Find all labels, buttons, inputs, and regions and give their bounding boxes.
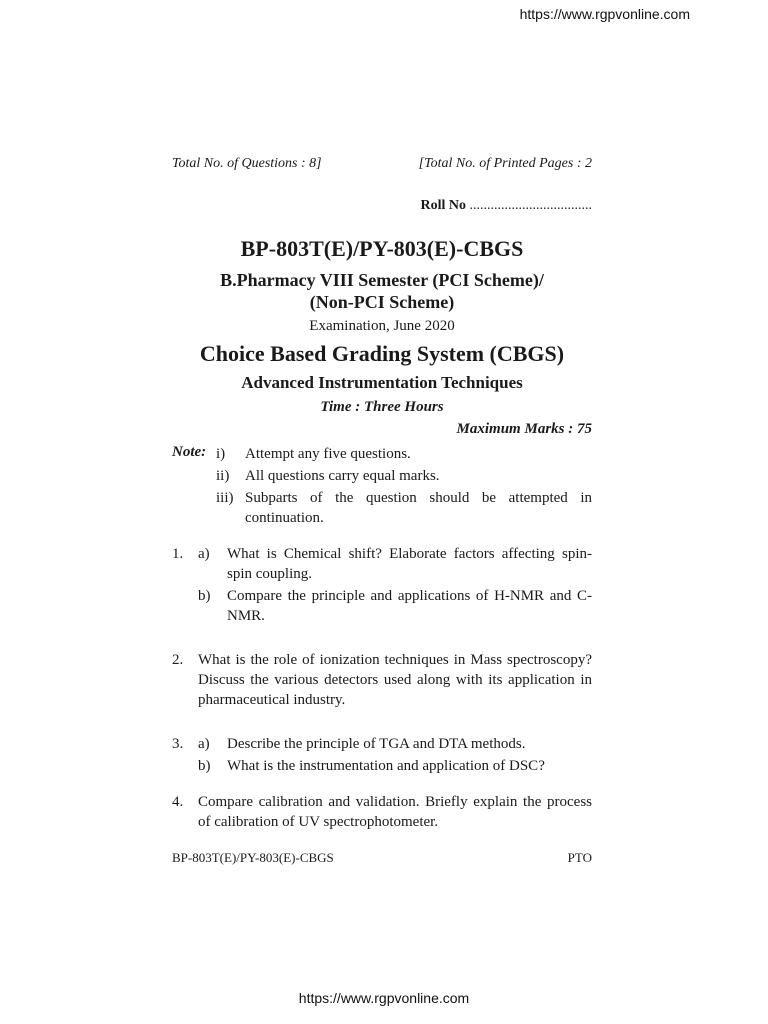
time-allowed: Time : Three Hours <box>320 399 444 415</box>
note-item-number: iii) <box>216 490 234 506</box>
question-number: 2. <box>172 652 184 668</box>
question-text: Compare the principle and applications of H-NMR and C-NMR. <box>227 588 592 624</box>
question-text: Describe the principle of TGA and DTA methods. <box>227 736 526 752</box>
page-footer <box>172 850 592 866</box>
paper-code: BP-803T(E)/PY-803(E)-CBGS <box>240 236 524 261</box>
subpart-label: b) <box>198 588 211 604</box>
note-item-text: All questions carry equal marks. <box>245 468 440 484</box>
question-number: 1. <box>172 546 184 562</box>
note-item-text: Attempt any five questions. <box>245 446 411 462</box>
question-number: 3. <box>172 736 184 752</box>
note-item-text: Subparts of the question should be attempted in continuation. <box>245 490 592 526</box>
subpart-label: a) <box>198 736 210 752</box>
subject-title: Advanced Instrumentation Techniques <box>241 373 523 392</box>
note-item-number: i) <box>216 446 226 462</box>
roll-number-line <box>172 198 592 214</box>
roll-label: Roll No <box>420 198 466 213</box>
program-line-1: B.Pharmacy VIII Semester (PCI Scheme)/ <box>220 270 544 290</box>
question-text: Compare calibration and validation. Briefly explain the process of calibration of UV spectrophotometer. <box>198 794 592 830</box>
footer-code: BP-803T(E)/PY-803(E)-CBGS <box>172 850 334 865</box>
total-pages: [Total No. of Printed Pages : 2 <box>418 156 592 171</box>
footer-pto: PTO <box>567 850 592 865</box>
subpart-label: b) <box>198 758 211 774</box>
subpart-label: a) <box>198 546 210 562</box>
total-questions: Total No. of Questions : 8] <box>172 156 322 171</box>
exam-session: Examination, June 2020 <box>309 318 455 334</box>
question-number: 4. <box>172 794 184 810</box>
question-text: What is Chemical shift? Elaborate factors affecting spin-spin coupling. <box>227 546 592 582</box>
program-line-2: (Non-PCI Scheme) <box>309 292 455 312</box>
paper-meta <box>172 156 592 172</box>
header-url[interactable]: https://www.rgpvonline.com <box>519 6 690 22</box>
maximum-marks: Maximum Marks : 75 <box>456 421 592 437</box>
note-item-number: ii) <box>216 468 230 484</box>
question-text: What is the instrumentation and application of DSC? <box>227 758 545 774</box>
roll-dots: ................................... <box>466 198 592 213</box>
note-label: Note: <box>172 444 207 460</box>
footer-url[interactable]: https://www.rgpvonline.com <box>298 990 470 1006</box>
question-text: What is the role of ionization techniques in Mass spectroscopy? Discuss the various detectors used along with its application in pharmaceutical industry. <box>198 652 592 708</box>
grading-system: Choice Based Grading System (CBGS) <box>199 341 565 366</box>
